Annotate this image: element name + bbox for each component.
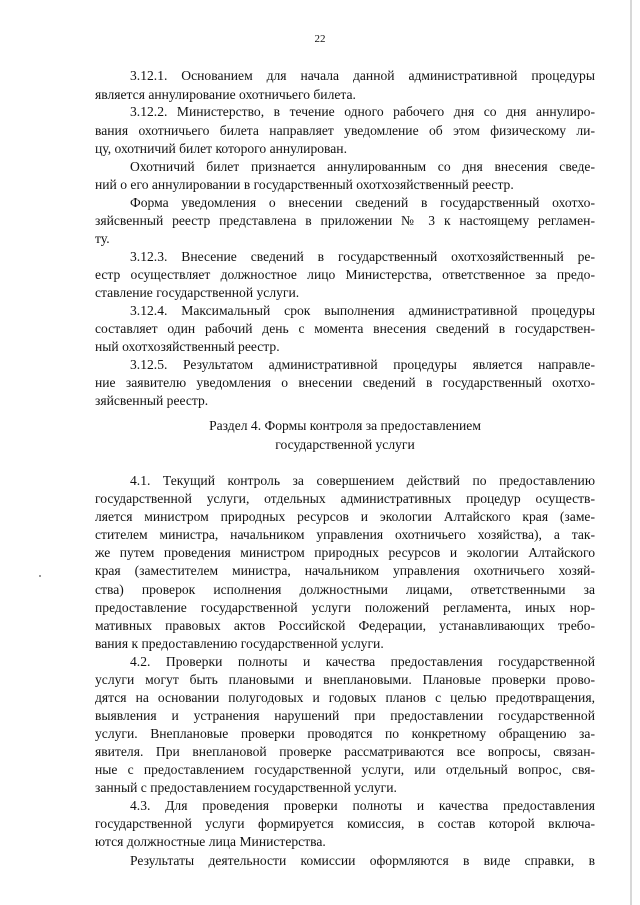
paragraph-line: Результаты деятельности комиссии оформляются в виде справки, в <box>130 853 595 868</box>
paragraph-line: является аннулирование охотничьего билета. <box>95 87 356 102</box>
paragraph-line: явителя. При внеплановой проверке рассматриваются все вопросы, связан- <box>95 744 595 759</box>
paragraph-line: 3.12.1. Основанием для начала данной административной процедуры <box>130 68 595 83</box>
paragraph-line: Охотничий билет признается аннулированным со дня внесения сведе- <box>130 159 595 174</box>
paragraph-line: края (заместителем министра, начальником управления охотничьего хозяй- <box>95 563 595 578</box>
paragraph-line: 4.2. Проверки полноты и качества предоставления государственной <box>130 654 595 669</box>
paragraph-line: вания к предоставлению государственной услуги. <box>95 636 384 651</box>
paragraph-line: вания охотничьего билета направляет уведомление об этом физическому ли- <box>95 123 595 138</box>
paragraph-line: 3.12.2. Министерство, в течение одного рабочего дня со дня аннулиро- <box>130 104 595 119</box>
paragraph-line: ставление государственной услуги. <box>95 285 300 300</box>
paragraph-line: ства) проверок исполнения должностными лицами, ответственными за <box>95 582 595 597</box>
paragraph-line: ний о его аннулировании в государственный охотхозяйственный реестр. <box>95 177 514 192</box>
paragraph-line: 3.12.5. Результатом административной процедуры является направле- <box>130 357 595 372</box>
paragraph-line: государственной услуги, отдельных административных процедур осуществ- <box>95 491 595 506</box>
paragraph-line: занный с предоставлением государственной услуги. <box>95 780 397 795</box>
paragraph-line: составляет один рабочий день с момента внесения сведений в государствен- <box>95 321 595 336</box>
paragraph-line: выявления и устранения нарушений при предоставлении государственной <box>95 708 595 723</box>
paragraph-line: ный охотхозяйственный реестр. <box>95 339 280 354</box>
paragraph-line: ние заявителю уведомления о внесении сведений в государственный охотхо- <box>95 375 595 390</box>
paragraph-line: предоставление государственной услуги положений регламента, иных нор- <box>95 600 595 615</box>
paragraph-line: зяйсвенный реестр представлена в приложении № 3 к настоящему регламен- <box>95 213 595 228</box>
paragraph-line: цу, охотничий билет которого аннулирован. <box>95 141 347 156</box>
paragraph-line: же путем проведения министром природных ресурсов и экологии Алтайского <box>95 545 595 560</box>
paragraph-line: ные с предоставлением государственной услуги, или отдельный вопрос, свя- <box>95 762 595 777</box>
paragraph-line: услуги могут быть плановыми и внеплановыми. Плановые проверки прово- <box>95 672 595 687</box>
paragraph-line: 4.1. Текущий контроль за совершением действий по предоставлению <box>130 473 595 488</box>
section-heading-line: Раздел 4. Формы контроля за предоставлением <box>209 418 481 433</box>
paragraph-line: услуги. Внеплановые проверки проводятся по конкретному обращению за- <box>95 726 595 741</box>
page-number: 22 <box>314 33 326 45</box>
paragraph-line: дятся на основании полугодовых и годовых планов с целью предотвращения, <box>95 690 595 705</box>
paragraph-line: зяйсвенный реестр. <box>95 393 209 408</box>
section-heading-line: государственной услуги <box>275 437 415 452</box>
scan-speck <box>39 575 41 577</box>
paragraph-line: государственной услуги формируется комиссия, в состав которой включа- <box>95 816 595 831</box>
paragraph-line: ются должностные лица Министерства. <box>95 834 326 849</box>
paragraph-line: ляется министром природных ресурсов и экологии Алтайского края (замe- <box>95 509 595 524</box>
paragraph-line: естр осуществляет должностное лицо Министерства, ответственное за предо- <box>95 267 595 282</box>
paragraph-line: мативных правовых актов Российской Федерации, устанавливающих требо- <box>95 618 595 633</box>
paragraph-line: 3.12.3. Внесение сведений в государственный охотхозяйственный ре- <box>130 249 595 264</box>
scan-edge <box>630 0 632 905</box>
paragraph-line: Форма уведомления о внесении сведений в государственный охотхо- <box>130 195 595 210</box>
paragraph-line: стителем министра, начальником управления охотничьего хозяйства), а так- <box>95 527 595 542</box>
paragraph-line: 4.3. Для проведения проверки полноты и качества предоставления <box>130 798 595 813</box>
paragraph-line: 3.12.4. Максимальный срок выполнения административной процедуры <box>130 303 595 318</box>
paragraph-line: ту. <box>95 231 110 246</box>
